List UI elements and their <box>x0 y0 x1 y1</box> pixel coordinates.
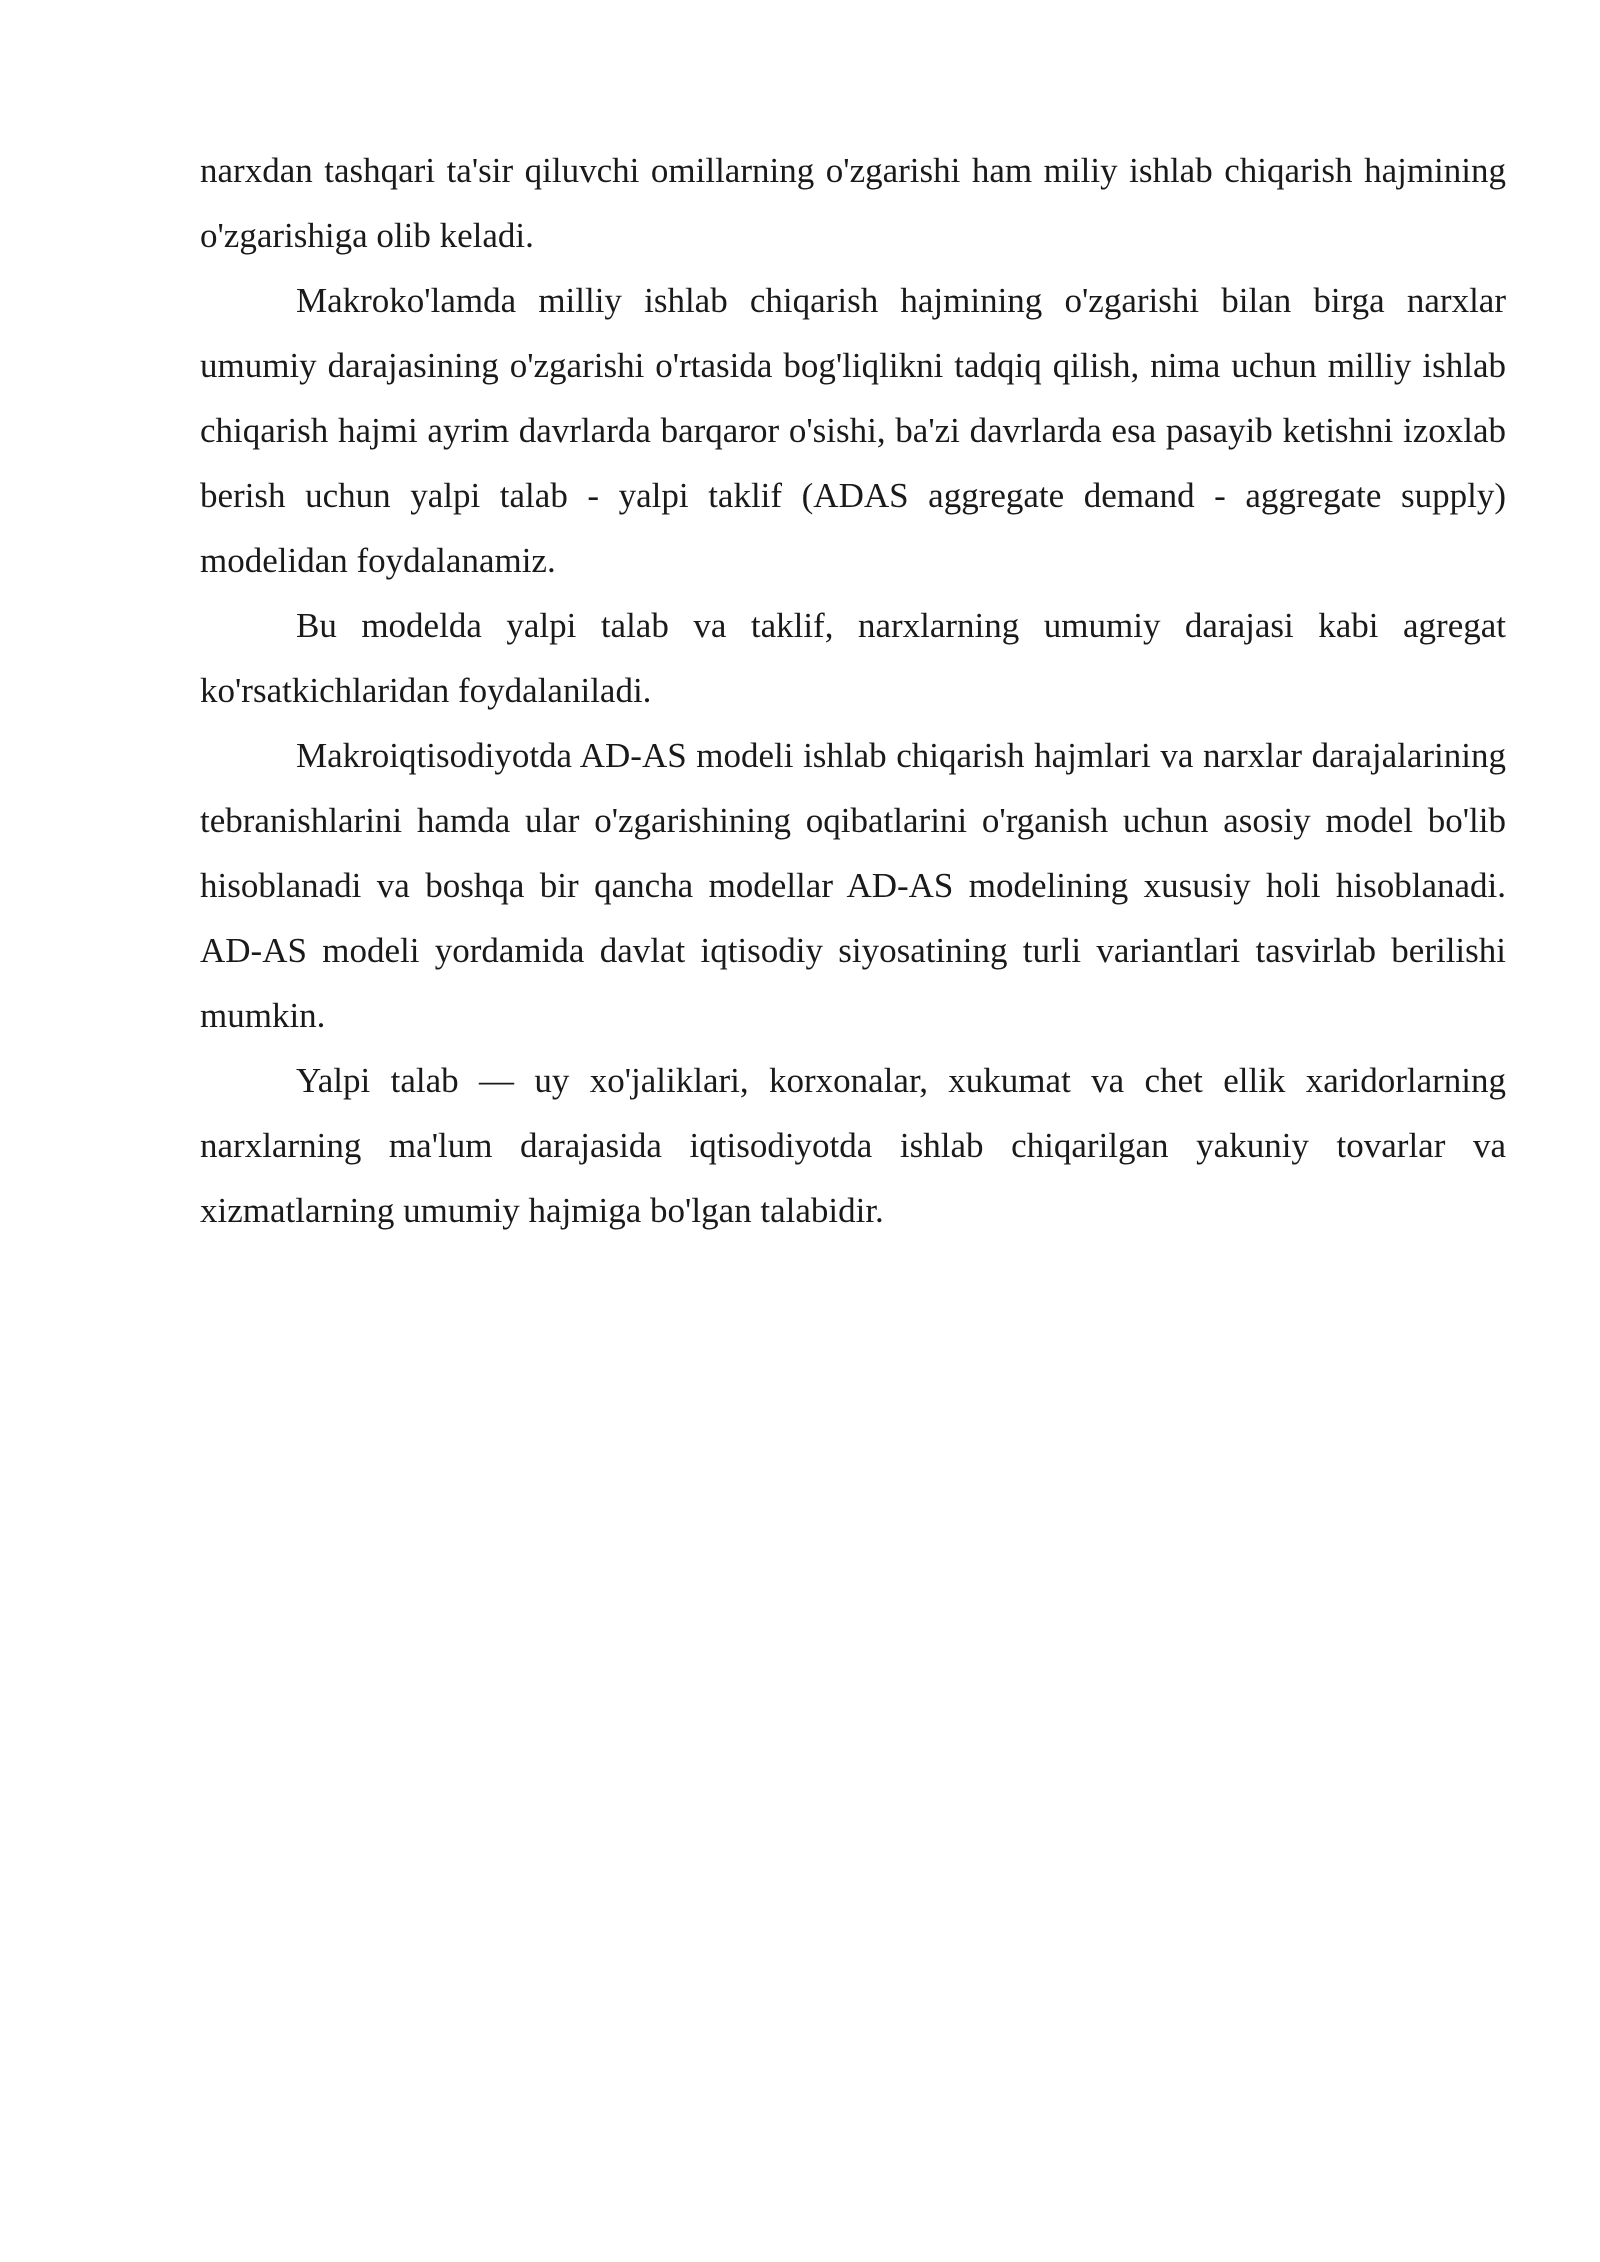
paragraph-macro-scale: Makroko'lamda milliy ishlab chiqarish hajmining o'zgarishi bilan birga narxlar umumiy darajasining o'zgarishi o'rtasida bog'liqlikni tadqiq qilish, nima uchun milliy ishlab chiqarish hajmi ayrim davrlarda barqaror o'sishi, ba'zi davrlarda esa pasayib ketishni izoxlab berish uchun yalpi talab - yalpi taklif (ADAS aggregate demand - aggregate supply) modelidan foydalanamiz. <box>200 281 1506 580</box>
paragraph-continuation: narxdan tashqari ta'sir qiluvchi omillarning o'zgarishi ham miliy ishlab chiqarish hajmining o'zgarishiga olib keladi. <box>200 151 1506 255</box>
paragraph-ad-as-model: Makroiqtisodiyotda AD-AS modeli ishlab chiqarish hajmlari va narxlar darajalarining tebranishlarini hamda ular o'zgarishining oqibatlarini o'rganish uchun asosiy model bo'lib hisoblanadi va boshqa bir qancha modellar AD-AS modelining xususiy holi hisoblanadi. AD-AS modeli yordamida davlat iqtisodiy siyosatining turli variantlari tasvirlab berilishi mumkin. <box>200 736 1506 1035</box>
paragraph-model-indicators: Bu modelda yalpi talab va taklif, narxlarning umumiy darajasi kabi agregat ko'rsatkichlaridan foydalaniladi. <box>200 606 1506 710</box>
paragraph-aggregate-demand: Yalpi talab — uy xo'jaliklari, korxonalar, xukumat va chet ellik xaridorlarning narxlarning ma'lum darajasida iqtisodiyotda ishlab chiqarilgan yakuniy tovarlar va xizmatlarning umumiy hajmiga bo'lgan talabidir. <box>200 1061 1506 1230</box>
body-text <box>200 138 1506 1243</box>
